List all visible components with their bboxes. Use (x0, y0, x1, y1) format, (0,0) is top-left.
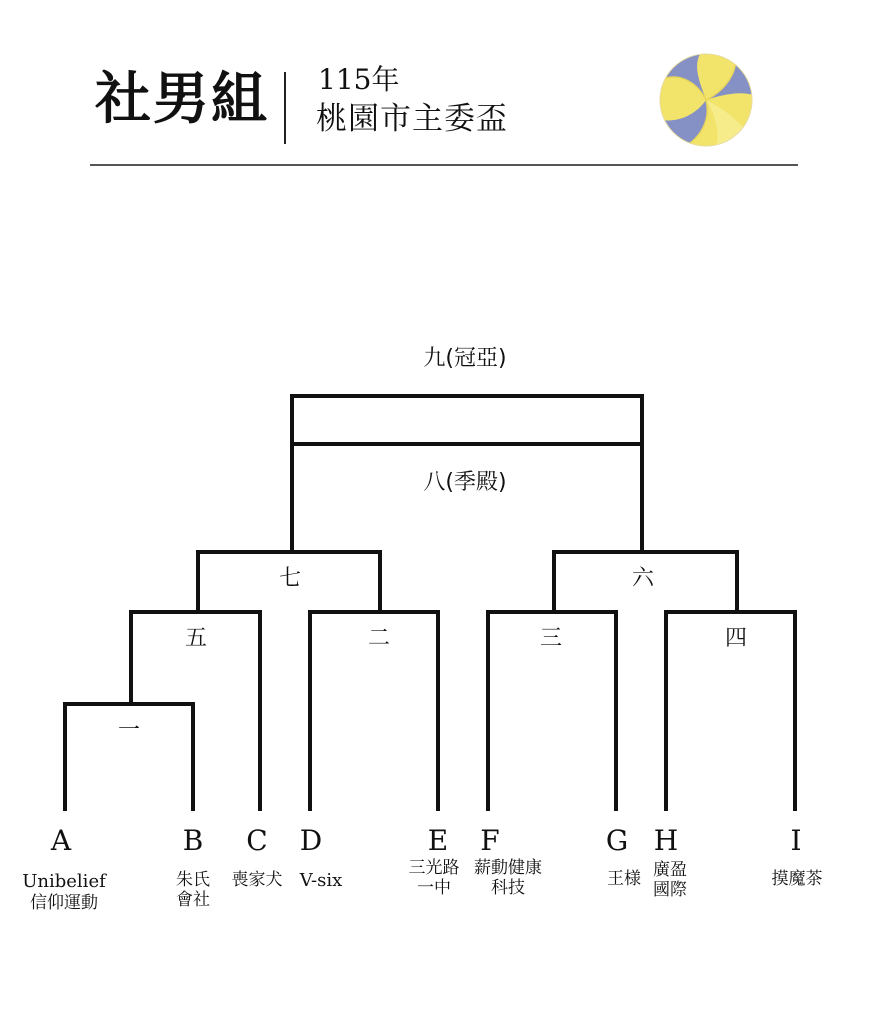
round-2-label: 二 (367, 626, 391, 651)
team-name-a (22, 871, 106, 913)
team-name-i (772, 869, 823, 889)
match-9-line (292, 396, 642, 444)
round-9-label: 九(冠亞) (423, 346, 507, 371)
team-name-d (300, 870, 343, 892)
round-8-label: 八(季殿) (423, 470, 507, 495)
team-i-line1: 摸魔茶 (771, 869, 823, 889)
team-h-line2: 國際 (653, 880, 687, 901)
division-title: 社男組 (95, 67, 269, 132)
round-5-label: 五 (184, 626, 208, 651)
slot-letter-a: A (50, 824, 72, 857)
match-8-line (292, 444, 642, 552)
team-e-line2: 一中 (417, 878, 451, 899)
team-name-f (474, 858, 542, 899)
tournament-year: 115年 (318, 63, 400, 96)
tournament-name: 桃園市主委盃 (316, 101, 508, 137)
team-e-line1: 三光路 (408, 858, 460, 878)
team-g-line1: 王様 (607, 869, 641, 889)
team-name-c (232, 870, 283, 890)
team-a-line1: Unibelief (22, 871, 106, 892)
team-name-g (607, 869, 641, 889)
team-b-line1: 朱氏 (176, 870, 210, 890)
slot-letter-i: I (790, 824, 802, 857)
slot-letter-e: E (427, 824, 449, 857)
team-c-line1: 喪家犬 (231, 870, 283, 890)
team-d-line1: V-six (299, 870, 343, 891)
team-f-line1: 薪動健康 (474, 858, 542, 878)
slot-letter-h: H (653, 824, 679, 857)
round-3-label: 三 (539, 626, 563, 651)
team-f-line2: 科技 (491, 878, 525, 899)
slot-letter-c: C (246, 824, 268, 857)
slot-letter-f: F (480, 824, 500, 857)
team-name-h (653, 860, 687, 901)
round-1-label: 一 (117, 718, 141, 743)
round-4-label: 四 (724, 626, 748, 651)
team-b-line2: 會社 (176, 890, 210, 911)
team-a-line2: 信仰運動 (30, 892, 98, 913)
slot-letter-g: G (605, 824, 629, 857)
team-name-b (176, 870, 210, 911)
team-name-e (409, 858, 460, 899)
round-7-label: 七 (278, 566, 302, 591)
round-6-label: 六 (631, 566, 655, 591)
slot-letter-b: B (182, 824, 204, 857)
team-h-line1: 廣盈 (653, 860, 687, 880)
slot-letter-d: D (299, 824, 323, 857)
